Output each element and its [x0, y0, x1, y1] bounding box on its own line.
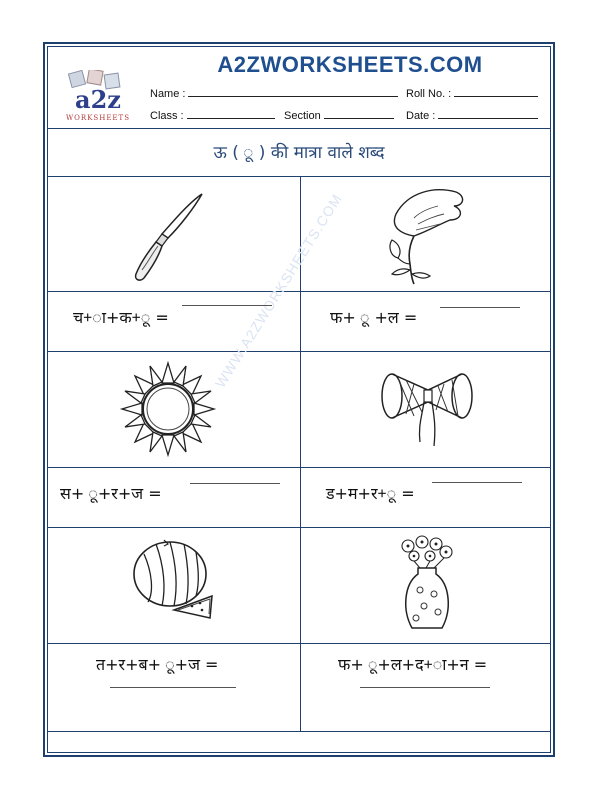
flower-vase-icon — [394, 534, 464, 638]
date-label: Date : — [406, 110, 436, 122]
roll-line[interactable] — [454, 86, 538, 97]
row-divider — [47, 731, 551, 732]
title-divider — [47, 176, 551, 177]
class-label: Class : — [150, 110, 184, 122]
equation-4: ड+म+र+ू = — [326, 484, 415, 503]
watermark: WWW.A2ZWORKSHEETS.COM — [212, 190, 346, 391]
a2z-logo — [58, 70, 138, 122]
equation-2: फ+ ू +ल = — [330, 308, 418, 327]
section-label: Section — [284, 110, 321, 122]
answer-blank-4[interactable] — [432, 482, 522, 483]
section-field[interactable] — [284, 108, 394, 122]
flower-icon — [378, 184, 478, 292]
equation-5: त+र+ब+ ू+ज = — [96, 655, 219, 674]
header-divider — [47, 128, 551, 129]
damru-drum-icon — [378, 366, 478, 454]
svg-text:WORKSHEETS: WORKSHEETS — [65, 114, 131, 122]
svg-text:a2z: a2z — [75, 85, 121, 114]
answer-blank-6[interactable] — [360, 687, 490, 688]
watermelon-icon — [128, 536, 223, 630]
site-title: A2ZWORKSHEETS.COM — [217, 52, 483, 77]
date-field[interactable] — [406, 108, 538, 122]
class-field[interactable] — [150, 108, 275, 122]
answer-blank-1[interactable] — [182, 305, 272, 306]
equation-3: स+ ू+र+ज = — [60, 484, 162, 503]
equation-1: च+ा+क+ू = — [73, 308, 169, 327]
answer-blank-2[interactable] — [440, 307, 520, 308]
equation-6: फ+ ू+ल+द+ा+न = — [338, 655, 488, 674]
section-line[interactable] — [324, 108, 394, 119]
name-label: Name : — [150, 88, 186, 100]
worksheet-title: ऊ ( ू ) की मात्रा वाले शब्द — [213, 143, 385, 163]
roll-field[interactable] — [406, 86, 538, 100]
name-field[interactable] — [150, 86, 398, 100]
knife-icon — [120, 186, 230, 290]
name-line[interactable] — [188, 86, 398, 97]
class-line[interactable] — [187, 108, 275, 119]
answer-blank-3[interactable] — [190, 483, 280, 484]
date-line[interactable] — [438, 108, 538, 119]
row-divider — [47, 351, 551, 352]
row-divider — [47, 643, 551, 644]
row-divider — [47, 527, 551, 528]
row-divider — [47, 467, 551, 468]
roll-label: Roll No. : — [406, 88, 452, 100]
answer-blank-5[interactable] — [110, 687, 236, 688]
sun-icon — [118, 358, 218, 464]
